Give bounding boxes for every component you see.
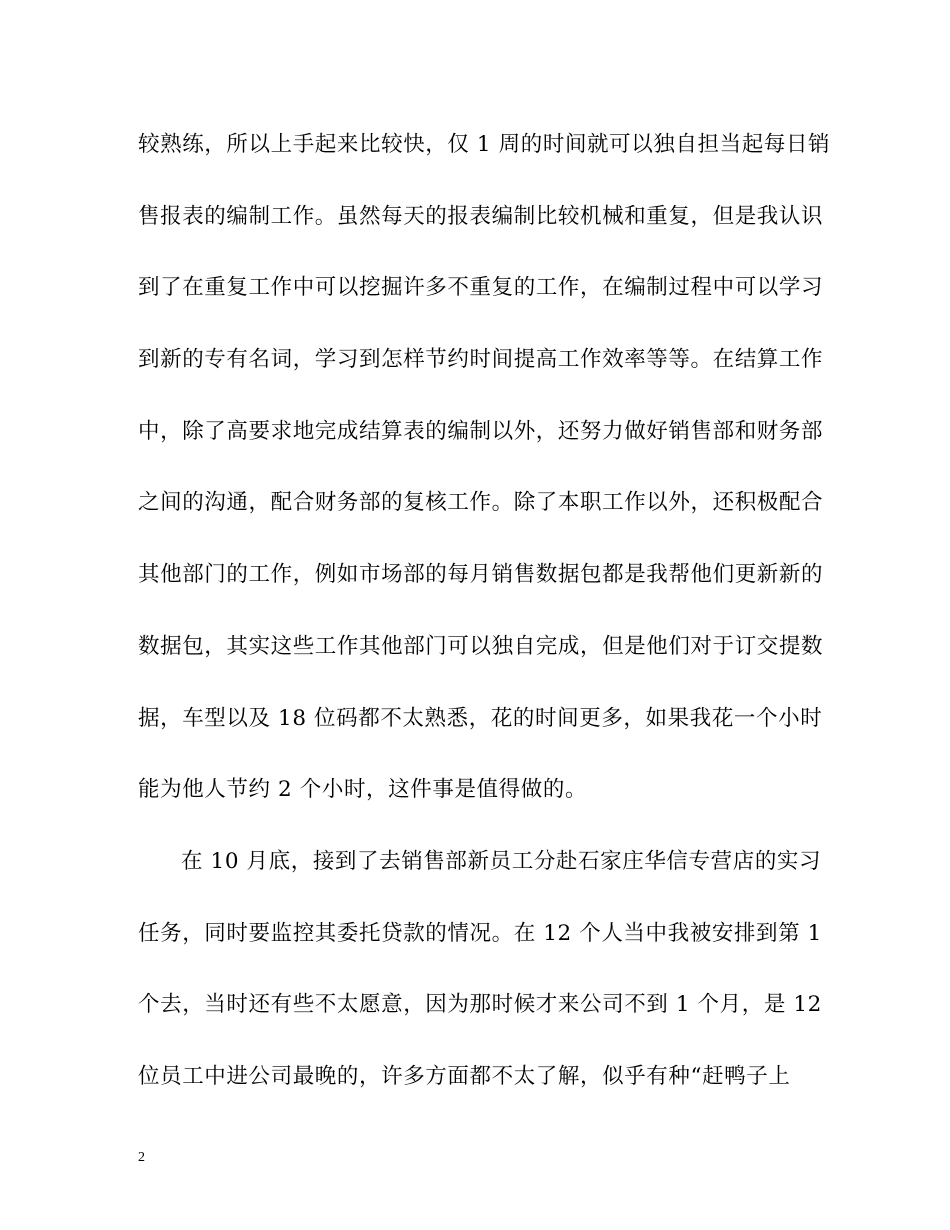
text-line: 到了在重复工作中可以挖掘许多不重复的工作，在编制过程中可以学习 (138, 275, 824, 301)
paragraph-first-line: 在 10 月底，接到了去销售部新员工分赴石家庄华信专营店的实习 (181, 848, 822, 874)
text-line: 据，车型以及 18 位码都不太熟悉，花的时间更多，如果我花一个小时 (138, 705, 823, 731)
text-line: 到新的专有名词，学习到怎样节约时间提高工作效率等等。在结算工作 (138, 347, 824, 373)
text-line: 任务，同时要监控其委托贷款的情况。在 12 个人当中我被安排到第 1 (138, 920, 822, 946)
body-text (138, 124, 831, 1128)
text-line: 其他部门的工作，例如市场部的每月销售数据包都是我帮他们更新新的 (138, 562, 824, 588)
text-line: 售报表的编制工作。虽然每天的报表编制比较机械和重复，但是我认识 (138, 203, 824, 229)
text-line: 之间的沟通，配合财务部的复核工作。除了本职工作以外，还积极配合 (138, 490, 824, 516)
page-number: 2 (138, 1150, 145, 1165)
text-line: 能为他人节约 2 个小时，这件事是值得做的。 (138, 777, 588, 803)
text-line: 位员工中进公司最晚的，许多方面都不太了解，似乎有种“赶鸭子上 (138, 1063, 791, 1089)
text-line: 较熟练，所以上手起来比较快，仅 1 周的时间就可以独自担当起每日销 (138, 132, 831, 157)
text-line: 中，除了高要求地完成结算表的编制以外，还努力做好销售部和财务部 (138, 418, 824, 444)
text-line: 数据包，其实这些工作其他部门可以独自完成，但是他们对于订交提数 (138, 633, 824, 659)
text-line: 个去，当时还有些不太愿意，因为那时候才来公司不到 1 个月，是 12 (138, 992, 822, 1018)
